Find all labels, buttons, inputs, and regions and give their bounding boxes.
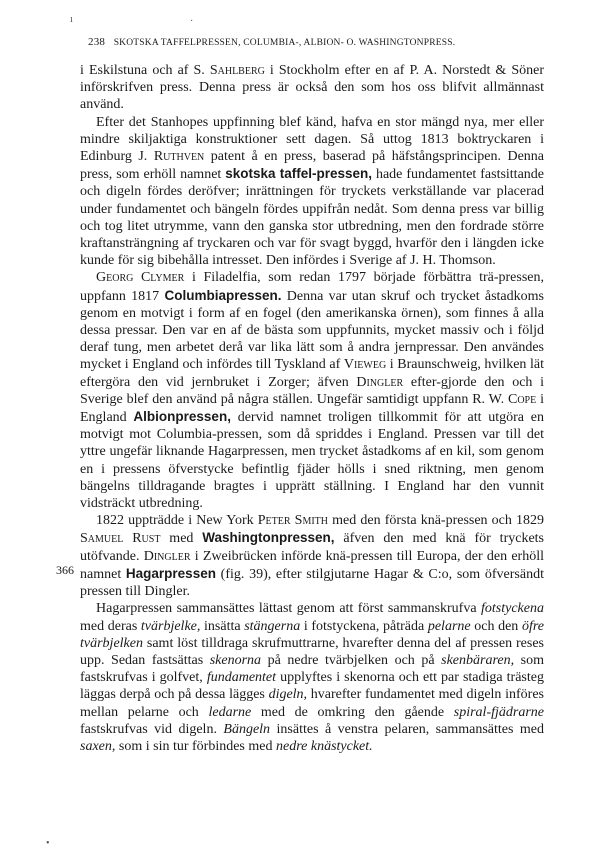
text-run: som fastskrufvas i golfvet, [80,652,544,686]
text-run: med de omkring den gående [251,704,454,720]
text-run: patent å en press, baserad på häfstångsprincipen. Denna press, som erhöll namnet [80,149,544,183]
term-saxen: saxen, [80,738,116,754]
name-samuel-rust: Samuel Rust [80,531,161,547]
text-run: upplyftes i skenorna och ett par stadiga trästeg läggas derpå och på dessa lägges [80,670,544,703]
text-run: i Braunschweig, hvilken lät eftergöra den vid jernbruket i Zorger; äfven [80,357,545,390]
term-fundamentet: fundamentet [206,670,277,686]
term-skenorna: skenorna [209,652,262,668]
term-washingtonpressen: Washingtonpressen, [202,530,335,546]
page-number: 238 [88,36,106,48]
text-run: på nedre tvärbjelken och på [261,652,442,668]
term-pelarne: pelarne [427,618,471,634]
name-sahlberg: Sahlberg [209,63,265,78]
text-run: med [160,531,203,547]
text-run: äfven den med knä för tryckets utöfvande. [80,531,544,564]
paragraph-2 [80,114,544,270]
term-hagarpressen: Hagarpressen [125,565,216,581]
scan-speck: ı [70,14,73,25]
scan-speck: · [190,16,194,27]
running-title: SKOTSKA TAFFELPRESSEN, COLUMBIA-, ALBION- O. WASHINGTONPRESS. [113,38,456,48]
text-run: insätta [200,618,245,634]
term-columbiapressen: Columbiapressen. [164,287,282,303]
name-ruthven: Ruthven [153,149,205,165]
paragraph-3 [80,269,544,512]
term-tvarbjelke: tvärbjelke, [140,618,201,634]
text-run: samt löst tilldraga skrufmuttrarne, hvarefter denna del af pressen reses upp. Sedan fastsättas [80,635,544,668]
text-run: i Filadelfia, som redan 1797 började förbättra trä-pressen, uppfann 1817 [80,270,544,304]
name-georg-clymer: Georg Clymer [96,270,185,286]
name-vieweg: Vieweg [343,357,387,373]
term-nedre-knastycket: nedre knästycket. [276,738,373,754]
text-run: hvarefter fundamentet med digeln införes mellan pelarne och [80,687,545,720]
text-run: med deras [80,618,141,634]
paragraph-5 [80,600,544,755]
term-skotska-taffelpressen: skotska taffel-pressen, [225,166,373,182]
term-bangeln: Bängeln [223,721,271,737]
text-run: efter-gjorde den och i Sverige blef den använd på några ställen. Ungefär samtidigt uppfann R. W. [80,374,545,407]
text-run: Denna var utan skruf och trycket åstadkoms genom en motvigt i form af en fogel (den amerikanska örnen), som finnes å alla dessa pressar. Den var en af de bästa som uppfunnits, mycket massiv och i följd deraf tung, men arbetet derå var lika lätt som å andra jernpressar. Den användes mycket i England och infördes till Tyskland af [80,288,544,373]
text-run: (fig. 39), efter stilgjutarne Hagar & C:o, som öfversändt pressen till Dingler. [80,566,544,600]
text-run: fastskrufvas vid digeln. [80,721,224,737]
paragraph-1 [80,62,544,114]
term-spiralfjadrarne: spiral-fjädrarne [453,704,544,720]
term-stangerna: stängerna [244,618,301,634]
term-fotstyckena: fotstyckena [481,601,544,617]
term-ofre-tvarbjelken: öfre tvärbjelken [80,618,544,651]
text-run: Hagarpressen sammansättes lättast genom att först sammanskrufva [96,601,482,617]
term-ledarne: ledarne [208,704,252,720]
text-run: i Zweibrücken införde knä-pressen till Europa, der den erhöll namnet [80,548,544,582]
text-run: med den första knä-pressen och 1829 [328,513,545,529]
name-peter-smith: Peter Smith [257,513,329,529]
paragraph-4 [80,512,544,600]
text-run: Efter det Stanhopes uppfinning blef känd, hafva en stor mängd nya, mer eller mindre skiljaktiga konstruktioner sett dagen. Så uttog 1813 boktryckaren i Edinburg J. [80,114,544,165]
text-run: hade fundamentet fastsittande och digeln fördes deröfver; inrättningen för tryckets verkställande var placerad under fundamentet och bängeln fördes uppifrån nedåt. Som denna press var billig och tog litet utrymme, vann den ganska stor utbredning, men den fordrade större kraftansträngning af tryckaren och var för svagt byggd, hvarför den i längden icke kunde för sig bibehålla intresset. Den infördes i Sverige af J. H. Thomson. [80,167,544,269]
term-digeln: digeln, [268,687,308,703]
text-run: i Stockholm efter en af P. A. Norstedt & Söner införskrifven press. Denna press är också den som hos oss blifvit allmännast använd. [80,63,544,113]
name-dingler: Dingler [356,374,404,390]
margin-number: 366 [56,563,74,577]
term-albionpressen: Albionpressen, [133,409,231,425]
text-run: i Eskilstuna och af S. [80,63,210,78]
name-cope: Cope [508,391,537,407]
text-run: insättes å venstra pelaren, sammansättes med [270,721,544,737]
text-run: 1822 uppträdde i New York [96,513,258,529]
text-run: i England [80,391,545,426]
name-dingler: Dingler [143,548,191,564]
text-run: och den [470,618,522,634]
text-run: dervid namnet troligen tillkommit för att utgöra en motvigt mot Columbia-pressen, som då spriddes i England. Pressen var till det yttre ungefär liknande Hagarpressen, men trycket åstadkoms af en kil, som genom en i pressens öfverstycke befintlig fjäder hölls i sned riktning, men genom bängelns tilldragande bragtes i upprätt ställning. I England har den vunnit vidsträckt utbredning. [80,410,544,512]
text-run: som i sin tur förbindes med [115,738,276,754]
scan-speck: • [46,838,50,849]
body-text [80,62,544,755]
running-header [88,36,548,48]
text-run: i fotstyckena, påträda [300,618,428,634]
term-skenbararen: skenbäraren, [441,652,515,668]
